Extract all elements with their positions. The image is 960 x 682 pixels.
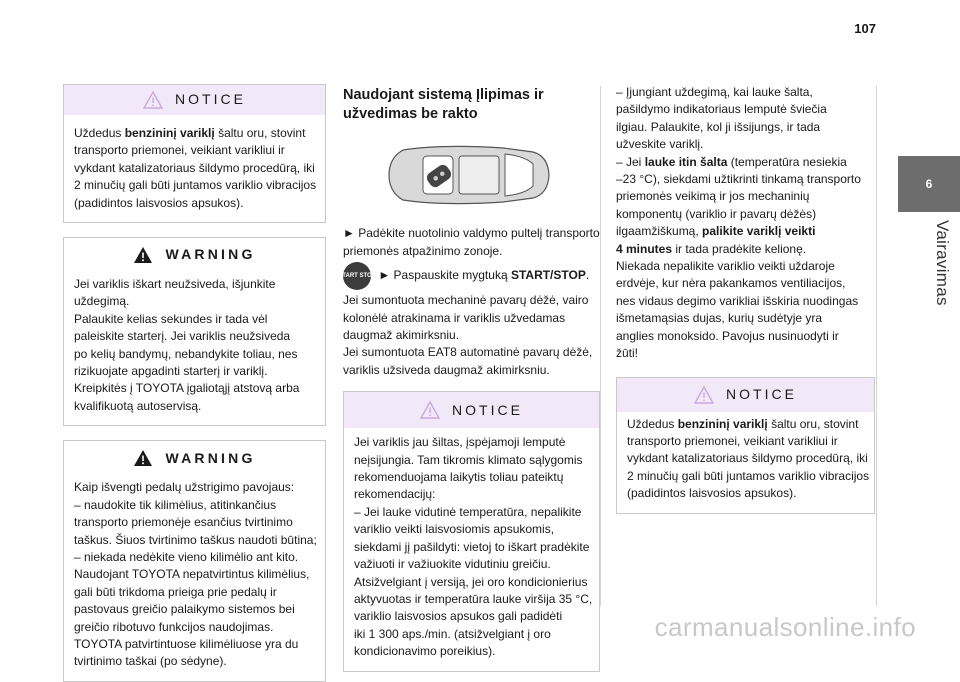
text-line [616, 101, 876, 118]
text-run: Jei variklis iškart neužsiveda, išjunkite [74, 277, 276, 292]
text-line [74, 653, 315, 670]
bold-text: 4 minutes [616, 241, 673, 256]
text-line [354, 434, 589, 451]
press-start-line [338, 262, 600, 290]
bold-text: benzininį variklį [677, 416, 768, 431]
text-run: neįsijungia. Tam tikromis klimato sąlygomis [354, 452, 583, 467]
chapter-tab[interactable] [898, 156, 960, 212]
paragraph [616, 84, 876, 363]
notice-box [616, 377, 875, 514]
text-run: kondicionavimo poreikius). [354, 644, 496, 659]
paragraph [343, 225, 600, 260]
text-line [354, 643, 589, 660]
text-line [74, 195, 315, 212]
text-run: Kreipkitės į TOYOTA įgaliotąjį atstovą arba [74, 381, 300, 396]
text-line [354, 521, 589, 538]
notice-warning-icon [420, 401, 440, 419]
text-run: užveskite variklį. [616, 137, 704, 152]
text-line [354, 574, 589, 591]
text-line [616, 154, 876, 171]
text-run: šaltu oru, stovint [767, 416, 859, 431]
text-line [354, 591, 593, 608]
notice-body [64, 115, 325, 222]
text-line [74, 125, 315, 142]
text-run: transporto priemonėje esančius tvirtinimo [74, 515, 293, 530]
text-line [354, 469, 589, 486]
text-run: važiuoti ir važiuokite vidutiniu greičiu. [354, 557, 551, 572]
text-line [354, 504, 589, 521]
text-line [343, 243, 600, 260]
text-run: transporto priemonei, veikiant varikliui ir [627, 433, 838, 448]
text-run: Jei sumontuota mechaninė pavarų dėžė, vairo [343, 293, 589, 308]
text-run: Jei variklis jau šiltas, įspėjamoji lemputė [354, 435, 566, 450]
text-line [616, 136, 876, 153]
text-line [74, 584, 315, 601]
text-line [616, 275, 876, 292]
text-run: Niekada nepalikite variklio veikti uždaroje [616, 259, 835, 274]
text-run: komponentų (variklio ir pavarų dėžės) [616, 206, 817, 221]
text-run: paleiskite starterį. Jei variklis neužsiveda [74, 329, 291, 344]
text-line [74, 276, 315, 293]
text-line [74, 479, 315, 496]
text-line [354, 608, 589, 625]
notice-title: NOTICE [726, 385, 797, 402]
text-run: transporto priemonei, veikiant varikliui ir [74, 143, 285, 158]
text-run: variklio laisvosios apsukos gali padidėti [354, 609, 563, 624]
text-line [627, 416, 864, 433]
notice-box [63, 84, 326, 223]
text-run: po kelių bandymų, nebandykite toliau, nes [74, 346, 298, 361]
watermark: carmanualsonline.info [654, 612, 916, 642]
paragraph [343, 292, 600, 379]
text-run: uždegimą. [74, 294, 130, 309]
text-run: Naudojant TOYOTA nepatvirtintus kilimėlius, [74, 567, 310, 582]
text-line [354, 452, 589, 469]
text-run: aktyvuotas ir temperatūra lauke viršija 35 °C, [354, 591, 593, 606]
text-run: kvalifikuotą autoservisą. [74, 398, 202, 413]
text-line [74, 601, 315, 618]
text-line [74, 380, 315, 397]
text-run: – niekada nedėkite vieno kilimėlio ant kito. [74, 549, 299, 564]
text-line [616, 84, 876, 101]
start-stop-icon: START STOP [343, 262, 371, 290]
notice-warning-icon [143, 91, 163, 109]
text-run: Atsižvelgiant į versiją, jei oro kondicionierius [354, 574, 588, 589]
text-run: (temperatūra nesiekia [727, 154, 847, 169]
text-run: Palaukite kelias sekundes ir tada vėl [74, 311, 268, 326]
text-run: siekdami jį pašildyti: vietoj to iškart pradėkite [354, 539, 590, 554]
text-line [354, 539, 589, 556]
text-line [616, 206, 876, 223]
notice-body [344, 428, 599, 670]
bold-text: benzininį variklį [124, 126, 215, 140]
text-run: išmetamąsias dujas, kurių sudėtyje yra [616, 311, 823, 326]
bold-text: palikite variklį veikti [702, 224, 816, 239]
text-run: ilgaamžiškumą, [616, 224, 703, 239]
text-line [616, 241, 876, 258]
text-line [343, 327, 600, 344]
text-line [627, 433, 864, 450]
text-run: rekomendacijų: [354, 487, 436, 502]
text-line [74, 346, 315, 363]
bold-text: lauke itin šalta [644, 154, 728, 169]
notice-header [64, 85, 325, 115]
warning-box [63, 440, 326, 681]
warning-box [63, 237, 326, 426]
text-run: tvirtinimo taškai (po sėdyne). [74, 654, 227, 669]
column-divider [600, 86, 601, 606]
warning-body [64, 272, 325, 425]
warning-header [64, 441, 325, 475]
text-run: žūti! [616, 346, 639, 361]
text-run: 2 minučių gali būti juntamos variklio vibracijos [74, 178, 317, 193]
text-run: – naudokite tik kilimėlius, atitinkančius [74, 497, 277, 512]
section-heading-line: Naudojant sistemą Įlipimas ir [343, 87, 544, 103]
text-run: 2 minučių gali būti juntamos variklio vibracijos [627, 468, 870, 483]
section-heading [343, 86, 600, 124]
text-line [74, 363, 315, 380]
text-line [343, 310, 600, 327]
text-run: pastovaus greičio palaikymo sistemos bei [74, 602, 295, 617]
notice-body [617, 412, 874, 513]
text-run: – Jei [616, 154, 645, 169]
notice-header [344, 392, 599, 428]
bold-text: START/STOP [510, 268, 586, 283]
text-run: gali būti trikdoma prieiga prie pedalų ir [74, 584, 277, 599]
text-run: vykdant katalizatoriaus šildymo procedūrą, iki [627, 451, 868, 466]
page-number: 107 [854, 21, 876, 36]
text-run: Uždedus [74, 126, 125, 140]
text-run: ► Paspauskite mygtuką [378, 268, 511, 283]
text-line [627, 468, 870, 485]
text-line [74, 293, 315, 310]
text-line [354, 626, 589, 643]
column-divider [876, 86, 877, 606]
text-line [616, 293, 876, 310]
text-run: kolonėlė atrakinama ir variklis užvedamas [343, 310, 566, 325]
press-start-text [378, 268, 589, 282]
text-run: (padidintos laisvosios apsukos). [627, 486, 797, 501]
text-line [616, 171, 876, 188]
text-line [74, 566, 315, 583]
text-run: (padidintos laisvosios apsukos). [74, 195, 244, 210]
text-line [627, 485, 864, 502]
text-line [74, 619, 315, 636]
notice-header [617, 378, 874, 412]
car-key-illustration [383, 142, 553, 208]
text-run: rizikuojate apgadinti starterį ir variklį. [74, 364, 268, 379]
section-heading-line: užvedimas be rakto [343, 106, 478, 122]
text-line [616, 345, 876, 362]
text-run: Kaip išvengti pedalų užstrigimo pavojaus: [74, 480, 295, 495]
text-run: šaltu oru, stovint [214, 126, 306, 140]
text-line [343, 292, 600, 309]
notice-warning-icon [694, 386, 714, 404]
text-line [74, 514, 315, 531]
text-run: – Įjungiant uždegimą, kai lauke šalta, [616, 85, 813, 99]
text-line [74, 549, 315, 566]
warning-icon [133, 449, 153, 467]
text-line [74, 328, 315, 345]
text-run: priemonės veikimą ir jos mechaninių [616, 189, 810, 204]
chapter-number: 6 [925, 177, 933, 191]
text-line [616, 258, 876, 275]
chapter-title: Vairavimas [933, 220, 952, 306]
text-line [354, 486, 589, 503]
warning-title: WARNING [165, 246, 256, 263]
text-run: ir tada pradėkite kelionę. [672, 241, 807, 256]
text-line [343, 344, 600, 361]
text-run: iki 1 300 aps./min. (atsižvelgiant į oro [354, 626, 551, 641]
text-run: Uždedus [627, 416, 678, 431]
text-run: erdvėje, kur nėra pakankamos ventiliacijos, [616, 276, 846, 291]
text-line [74, 311, 315, 328]
text-run: variklis užsiveda daugmaž akimirksniu. [343, 362, 550, 377]
text-run: priemonės atpažinimo zonoje. [343, 243, 503, 258]
text-run: Jei sumontuota EAT8 automatinė pavarų dėžė, [343, 345, 593, 360]
text-line [74, 497, 315, 514]
notice-box [343, 391, 600, 671]
text-line [74, 142, 315, 159]
text-run: ilgiau. Palaukite, kol ji išsijungs, ir tada [616, 119, 821, 134]
text-run: rekomenduojama laikytis toliau pateiktų [354, 470, 564, 485]
text-run: taškus. Šiuos tvirtinimo taškus naudoti būtina; [74, 532, 317, 547]
text-run: pašildymo indikatoriaus lemputė šviečia [616, 102, 827, 117]
text-line [74, 160, 315, 177]
notice-title: NOTICE [452, 401, 523, 418]
warning-body [64, 475, 325, 680]
notice-title: NOTICE [175, 91, 246, 108]
text-run: –23 °C), siekdami užtikrinti tinkamą transporto [616, 172, 861, 187]
text-line [343, 225, 600, 242]
text-line [616, 188, 876, 205]
text-line [616, 119, 876, 136]
text-line [616, 328, 876, 345]
text-run: variklio veikti laisvosiomis apsukomis, [354, 522, 555, 537]
text-run: ► Padėkite nuotolinio valdymo pultelį transporto [343, 226, 600, 241]
warning-icon [133, 246, 153, 264]
text-run: nes vidaus degimo varikliai išskiria nuodingas [616, 293, 859, 308]
text-run: anglies monoksido. Pavojus nusinuodyti ir [616, 328, 839, 343]
text-run: daugmaž akimirksniu. [343, 328, 460, 343]
text-line [74, 636, 315, 653]
warning-header [64, 238, 325, 272]
text-line [74, 532, 315, 549]
text-line [627, 450, 868, 467]
text-run: . [585, 268, 590, 283]
text-run: TOYOTA patvirtintuose kilimėliuose yra du [74, 636, 299, 651]
text-run: – Jei lauke vidutinė temperatūra, nepalikite [354, 504, 582, 519]
text-line [74, 177, 315, 194]
text-line [74, 398, 315, 415]
text-line [616, 310, 876, 327]
text-run: greičio ribotuvo funkcijos naudojimas. [74, 619, 274, 634]
warning-title: WARNING [165, 449, 256, 466]
text-run: vykdant katalizatoriaus šildymo procedūrą, iki [74, 160, 315, 175]
text-line [354, 556, 589, 573]
text-line [343, 362, 600, 379]
text-line [616, 223, 876, 240]
